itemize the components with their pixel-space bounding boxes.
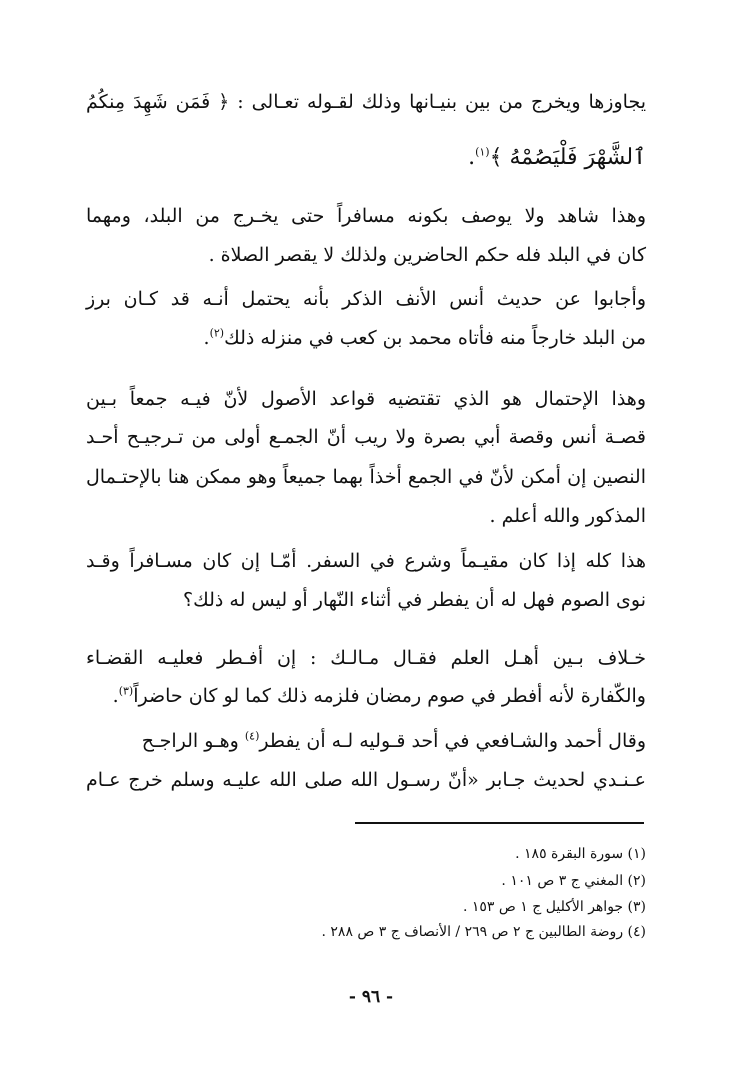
footnote-separator [355,822,644,824]
line-text: والكّفارة لأنه أفطر في صوم رمضان فلزمه ذلك كما لو كان حاضراً [133,685,646,707]
footnote: (١) سورة البقرة ١٨٥ . [515,846,646,862]
text-line: النصين إن أمكن لأنّ في الجمع أخذاً بهما جميعاً وهو ممكن هنا بالإحتـمال [86,466,646,488]
footnote-ref: (٣) [118,684,134,698]
footnote-ref: (١) [475,145,490,159]
text-line [204,323,646,353]
text-line [113,681,646,711]
line-tail: . [112,685,119,707]
line-tail: وهـو الراجـح [141,730,245,752]
text-line [468,143,646,173]
text-line: يجاوزها ويخرج من بين بنيـانها وذلك لقـوله تعـالى : ﴿ فَمَن شَهِدَ مِنكُمُ [86,91,646,113]
line-tail: . [468,145,476,170]
line-text: من البلد خارجاً منه فأتاه محمد بن كعب في منزله ذلك [224,327,646,349]
line-text: وقال أحمد والشـافعي في أحد قـوليه لـه أن يفطر [259,730,646,752]
text-line: عـنـدي لحديث جـابر «أنّ رسـول الله صلى الله عليـه وسلم خرج عـام [86,769,646,791]
text-line: قصـة أنس وقصة أبي بصرة ولا ريب أنّ الجمـع أولى من تـرجيـح أحـد [86,426,646,448]
page-number: - ٩٦ - [348,987,394,1007]
text-line: وهذا شاهد ولا يوصف بكونه مسافراً حتى يخـرج من البلد، ومهما [86,205,646,227]
text-line: وهذا الإحتمال هو الذي تقتضيه قواعد الأصول لأنّ فيـه جمعاً بـين [86,388,646,410]
text-line [86,726,646,756]
text-line: خـلاف بـين أهـل العلم فقـال مـالـك : إن أفـطر فعليـه القضـاء [86,647,646,669]
line-tail: . [203,327,210,349]
text-line: نوى الصوم فهل له أن يفطر في أثناء النّهار أو ليس له ذلك؟ [183,589,646,611]
footnote: (٤) روضة الطالبين ج ٢ ص ٢٦٩ / الأنصاف ج ٣ ص ٢٨٨ . [321,924,646,940]
quran-verse: ٱلشَّهْرَ فَلْيَصُمْهُ ﴾ [489,145,646,170]
footnote: (٢) المغني ج ٣ ص ١٠١ . [501,873,646,889]
footnote-ref: (٤) [244,729,260,743]
text-line: كان في البلد فله حكم الحاضرين ولذلك لا يقصر الصلاة . [208,244,646,266]
text-line: هذا كله إذا كان مقيـماً وشرع في السفر. أمّـا إن كان مسـافراً وقـد [86,550,646,572]
footnote-ref: (٢) [209,326,225,340]
text-line: وأجابوا عن حديث أنس الأنف الذكر بأنه يحتمل أنـه قد كـان برز [86,288,646,310]
footnote: (٣) جواهر الأكليل ج ١ ص ١٥٣ . [462,899,646,915]
text-line: المذكور والله أعلم . [489,505,646,527]
